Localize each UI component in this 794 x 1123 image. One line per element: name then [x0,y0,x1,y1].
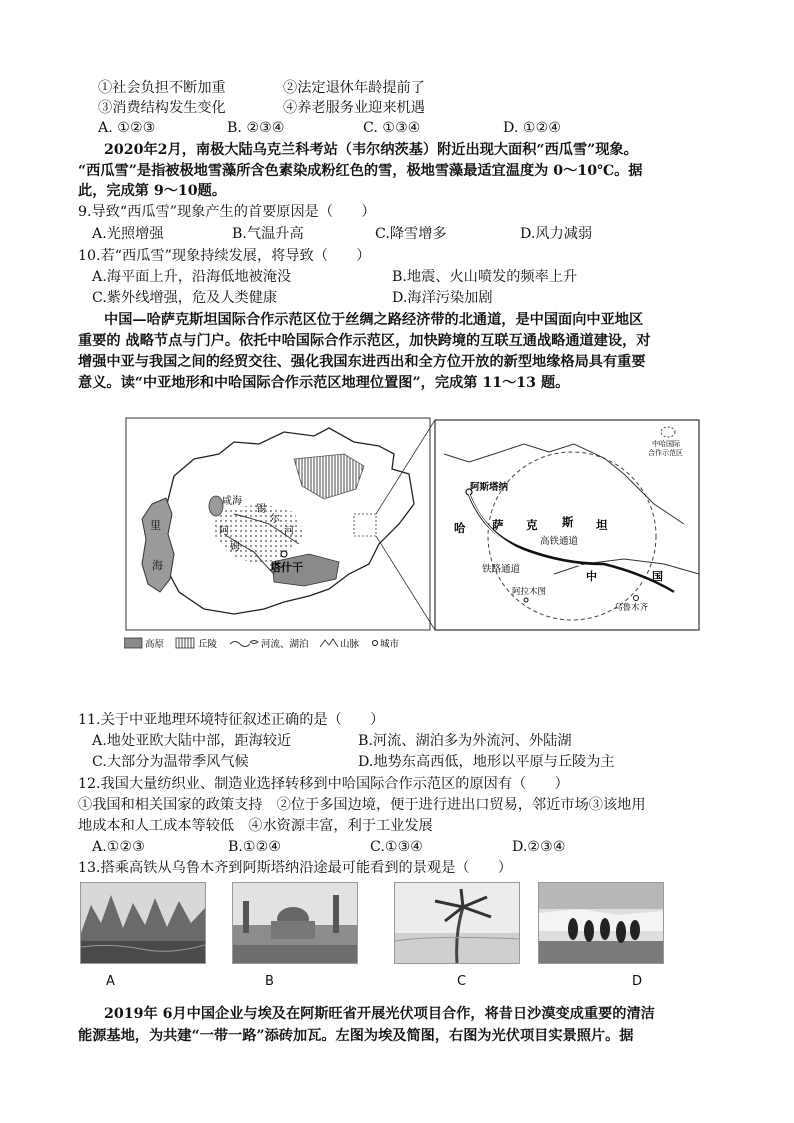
q12-line2: 地成本和人工成本等较低 ④水资源丰富，利于工业发展 [78,818,433,834]
passage3-line2: 能源基地，为共建“一带一路”添砖加瓦。左图为埃及简图，右图为光伏项目实景照片。据 [78,1028,634,1044]
legend-city-icon [373,641,378,646]
photo-c-label: C [457,974,467,989]
q11-choice-c: C.大部分为温带季风气候 [92,754,249,770]
kazakhstan-label-1: 哈 [454,521,466,535]
q12-choice-b: B.①②④ [228,839,282,855]
q8-choice-a: A. ①②③ [98,120,156,136]
passage1-line2: “西瓜雪”是指被极地雪藻所含色素染成粉红色的雪，极地雪藻最适宜温度为 0～10℃。据 [78,163,643,179]
q9-choice-b: B.气温升高 [232,226,304,242]
map-legend [124,638,400,650]
q12-stem: 12.我国大量纺织业、制造业选择转移到中哈国际合作示范区的原因有（ ） [78,776,569,792]
q8-option-4: ④养老服务业迎来机遇 [283,100,425,116]
q8-option-1: ①社会负担不断加重 [98,80,226,96]
passage3-line1: 2019年 6月中国企业与埃及在阿斯旺省开展光伏项目合作，将昔日沙漠变成重要的清洁 [104,1006,655,1022]
q11-stem: 11.关于中亚地理环境特征叙述正确的是（ ） [78,712,385,728]
photo-c-tropical-beach [394,882,520,964]
river-label-5: 姆 [230,542,240,553]
river-label-2: 尔 [270,514,280,525]
q9-choice-d: D.风力减弱 [520,226,593,242]
q13-stem: 13.搭乘高铁从乌鲁木齐到阿斯塔纳沿途最可能看到的景观是（ ） [78,860,513,876]
photo-d-penguins-ice [538,882,664,964]
q10-choice-d: D.海洋污染加剧 [392,290,493,306]
q8-option-2: ②法定退休年龄提前了 [283,80,425,96]
hsr-label: 高铁通道 [540,536,579,547]
aral-label: 咸海 [222,496,242,507]
river-label-1: 锡 [256,504,266,515]
q11-choice-d: D.地势东高西低，地形以平原与丘陵为主 [358,754,615,770]
q9-choice-c: C.降雪增多 [375,226,447,242]
china-label-1: 中 [586,570,597,583]
legend-hills-swatch [176,638,194,648]
passage2-line4: 意义。读“中亚地形和中哈国际合作示范区地理位置图”，完成第 11～13 题。 [78,375,570,391]
tashkent-city-marker [281,551,287,557]
river-label-4: 阿 [219,526,229,537]
q9-choice-a: A.光照增强 [92,226,164,242]
kazakhstan-label-5: 坦 [596,518,608,532]
photo-a-karst-mountains [80,882,206,964]
legend-mountain-icon [320,639,338,647]
legend-hills-label: 丘陵 [198,639,218,650]
passage2-line1: 中国—哈萨克斯坦国际合作示范区位于丝绸之路经济带的北通道，是中国面向中亚地区 [104,312,644,328]
kazakhstan-label-2: 萨 [492,518,504,532]
q8-choice-c: C. ①③④ [363,120,421,136]
tashkent-label: 塔什干 [270,561,303,574]
q10-choice-b: B.地震、火山喷发的频率上升 [392,269,578,285]
photo-a-label: A [106,974,115,989]
kazakhstan-label-4: 斯 [562,515,574,529]
q9-stem: 9.导致“西瓜雪”现象产生的首要原因是（ ） [78,204,376,220]
railway-label: 铁路通道 [482,564,521,575]
kazakhstan-label-3: 克 [526,518,538,532]
central-asia-map [124,414,704,658]
china-label-2: 国 [652,570,663,583]
passage1-line1: 2020年2月，南极大陆乌克兰科考站（韦尔纳茨基）附近出现大面积“西瓜雪”现象。 [104,142,638,158]
river-label-3: 河 [284,526,294,537]
inset-legend-label-2: 合作示范区 [648,449,683,457]
q11-choice-b: B.河流、湖泊多为外流河、外陆湖 [358,733,572,749]
aral-sea [209,496,223,516]
q8-choice-b: B. ②③④ [227,120,285,136]
passage2-line2: 重要的 战略节点与门户。依托中哈国际合作示范区，加快跨境的互联互通战略通道建设，对 [78,333,651,349]
photo-b-label: B [265,974,274,989]
photo-b-central-asian-city [232,882,358,964]
q10-choice-a: A.海平面上升，沿海低地被淹没 [92,269,292,285]
passage2-line3: 增强中亚与我国之间的经贸交往、强化我国东进西出和全方位开放的新型地缘格局具有重要 [78,354,646,370]
caspian-label-2: 海 [152,559,163,572]
legend-rivers-label: 河流、湖泊 [261,639,309,650]
legend-plateau-label: 高原 [145,639,165,650]
q12-choice-d: D.②③④ [512,839,566,855]
q10-choice-c: C.紫外线增强，危及人类健康 [92,290,278,306]
q12-line1: ①我国和相关国家的政策支持 ②位于多国边境，便于进行进出口贸易，邻近市场③该地用 [78,797,646,813]
passage1-line3: 此，完成第 9～10题。 [78,183,227,199]
inset-legend-label-1: 中哈国际 [652,440,680,448]
legend-river-icon [230,641,258,647]
almaty-label: 阿拉木图 [512,587,547,597]
q12-choice-c: C.①③④ [370,839,424,855]
urumqi-label: 乌鲁木齐 [614,603,649,613]
almaty-city-marker [524,598,528,602]
q8-option-3: ③消费结构发生变化 [98,100,226,116]
legend-plateau-swatch [124,638,142,648]
q11-choice-a: A.地处亚欧大陆中部，距海较近 [92,733,292,749]
q12-choice-a: A.①②③ [92,839,145,855]
q8-choice-d: D. ①②④ [503,120,562,136]
legend-mountains-label: 山脉 [340,639,360,650]
caspian-sea [142,498,174,592]
legend-city-label: 城市 [380,639,400,650]
q10-stem: 10.若“西瓜雪”现象持续发展，将导致（ ） [78,248,371,264]
caspian-label-1: 里 [150,519,161,532]
astana-label: 阿斯塔纳 [470,482,509,493]
urumqi-city-marker [634,596,639,601]
photo-d-label: D [632,974,643,989]
